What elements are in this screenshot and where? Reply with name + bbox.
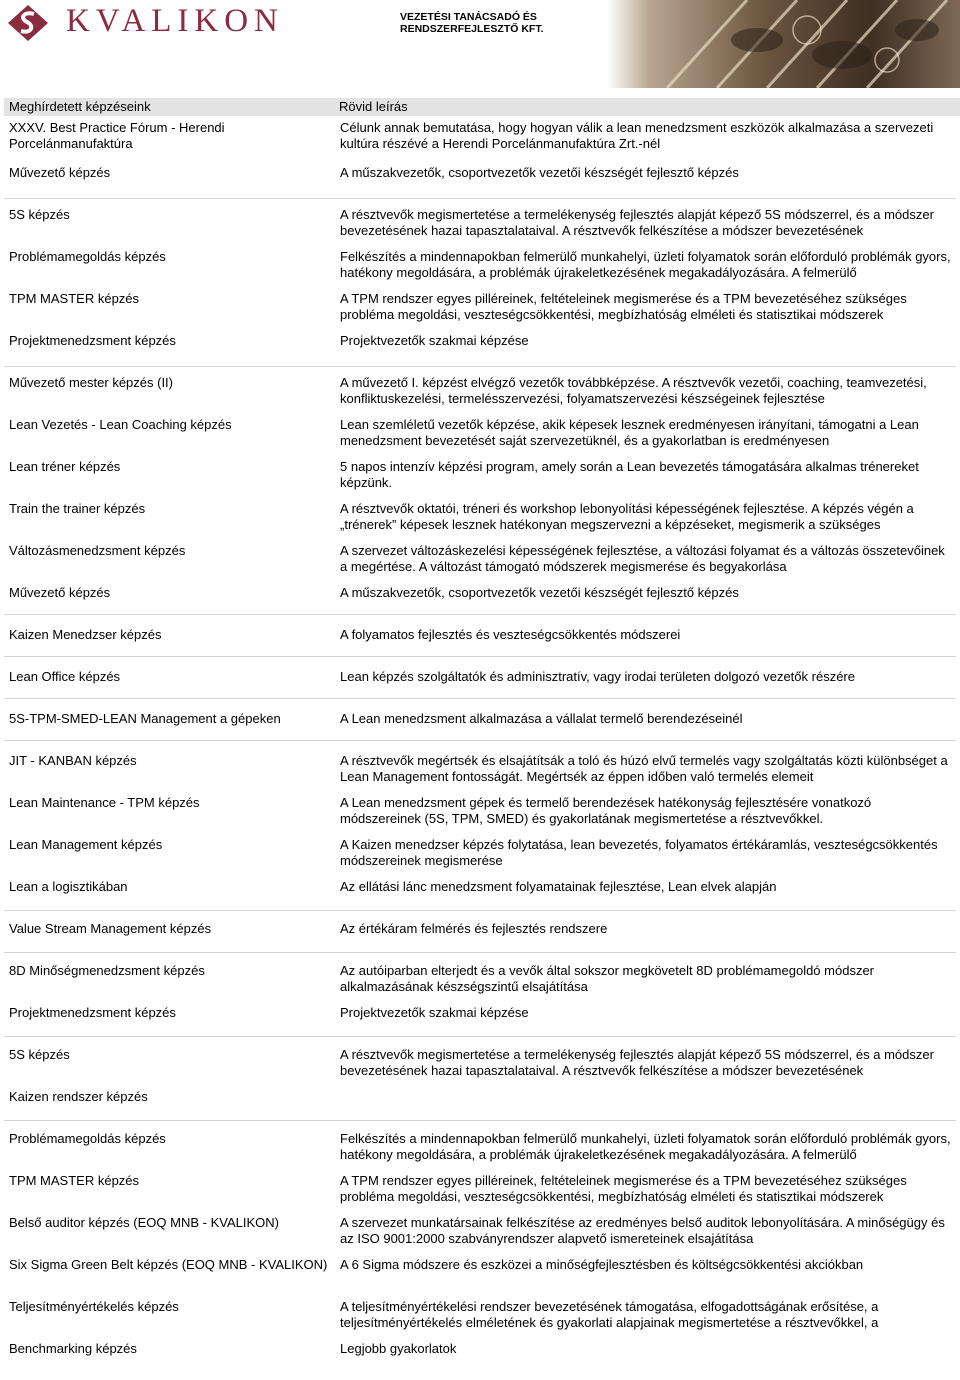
row-separator bbox=[4, 614, 956, 615]
training-description: A szervezet változáskezelési képességének fejlesztése, a változási folyamat és a változás összetevőinek a megértése. A változást támogató módszerek megismerése és begyakorlása bbox=[340, 543, 945, 574]
training-name: Problémamegoldás képzés bbox=[9, 1131, 166, 1146]
training-description: A Lean menedzsment gépek és termelő berendezések hatékonyság fejlesztésére vonatkozó módszereinek (5S, TPM, SMED) és gyakorlatának megismertetése a résztvevőkkel. bbox=[340, 795, 872, 826]
row-separator bbox=[4, 952, 956, 953]
training-description: 5 napos intenzív képzési program, amely során a Lean bevezetés támogatására alkalmas trénereket képzünk. bbox=[340, 459, 919, 490]
training-name: Benchmarking képzés bbox=[9, 1341, 137, 1356]
training-name: Lean a logisztikában bbox=[9, 879, 128, 894]
training-name: Változásmenedzsment képzés bbox=[9, 543, 186, 558]
training-description: A Lean menedzsment alkalmazása a vállalat termelő berendezéseinél bbox=[340, 711, 743, 726]
training-name: TPM MASTER képzés bbox=[9, 1173, 140, 1188]
training-description: Felkészítés a mindennapokban felmerülő munkahelyi, üzleti folyamatok során előforduló problémák gyors, hatékony megoldására, a problémák újrakeletkezésének megakadályozására. A felmerülő bbox=[340, 1131, 951, 1162]
row-separator bbox=[4, 1036, 956, 1037]
training-description: A résztvevők oktatói, tréneri és workshop lebonyolítási képességének fejlesztése. A képzés végén a „trénerek” képesek lesznek hatékonyan megszervezni a képzéseket, megismerik a szükséges bbox=[340, 501, 914, 532]
training-name: Teljesítményértékelés képzés bbox=[9, 1299, 179, 1314]
row-separator bbox=[4, 198, 956, 199]
training-description: A Kaizen menedzser képzés folytatása, lean bevezetés, folyamatos értékáramlás, veszteségcsökkentés módszereinek megismerése bbox=[340, 837, 938, 868]
training-description bbox=[340, 1089, 952, 1121]
company-name bbox=[400, 11, 544, 35]
training-name: Lean Management képzés bbox=[9, 837, 163, 852]
row-separator bbox=[4, 1120, 956, 1121]
training-name: Value Stream Management képzés bbox=[9, 921, 212, 936]
training-name: 5S képzés bbox=[9, 207, 70, 222]
training-name: JIT - KANBAN képzés bbox=[9, 753, 137, 768]
column-header-description: Rövid leírás bbox=[332, 98, 960, 116]
company-name-line1: VEZETÉSI TANÁCSADÓ ÉS bbox=[400, 11, 537, 23]
training-name: 5S képzés bbox=[9, 1047, 70, 1062]
training-name: Six Sigma Green Belt képzés (EOQ MNB - KVALIKON) bbox=[9, 1257, 328, 1272]
training-description: Legjobb gyakorlatok bbox=[340, 1341, 457, 1356]
training-name: Problémamegoldás képzés bbox=[9, 249, 166, 264]
training-name: 5S-TPM-SMED-LEAN Management a gépeken bbox=[9, 711, 281, 726]
training-name: XXXV. Best Practice Fórum - Herendi Porcelánmanufaktúra bbox=[9, 120, 225, 151]
training-description: A TPM rendszer egyes pilléreinek, feltételeinek megismerése és a TPM bevezetéséhez szükséges probléma megoldási, veszteségcsökkentési, megbízhatóság elméleti és statisztikai módszerek bbox=[340, 1173, 907, 1204]
training-description: A TPM rendszer egyes pilléreinek, feltételeinek megismerése és a TPM bevezetéséhez szükséges probléma megoldási, veszteségcsökkentési, megbízhatóság elméleti és statisztikai módszerek bbox=[340, 291, 907, 322]
training-description: A művezető I. képzést elvégző vezetők továbbképzése. A résztvevők vezetői, coaching, teamvezetési, konfliktuskezelési, termelésszervezési, folyamatszervezési készségeinek fejlesztése bbox=[340, 375, 927, 406]
training-description: Projektvezetők szakmai képzése bbox=[340, 333, 529, 348]
header-photo bbox=[607, 0, 960, 88]
training-name: Lean Maintenance - TPM képzés bbox=[9, 795, 200, 810]
training-name: Projektmenedzsment képzés bbox=[9, 333, 176, 348]
training-description: A résztvevők megértsék és elsajátítsák a toló és húzó elvű termelés vagy szolgáltatás közti különbséget a Lean Management fontosságát. Megértsék az éppen időben való termelés elemeit bbox=[340, 753, 948, 784]
training-description: Célunk annak bemutatása, hogy hogyan válik a lean menedzsment eszközök alkalmazása a szervezeti kultúra részévé a Herendi Porcelánmanufaktúra Zrt.-nél bbox=[340, 120, 934, 151]
page-header bbox=[0, 0, 960, 90]
kvalikon-logo-icon bbox=[6, 3, 50, 43]
training-description: A résztvevők megismertetése a termelékenység fejlesztés alapját képező 5S módszerrel, és a módszer bevezetésének hazai tapasztalataival. A résztvevők felkészítése a módszer bevezetésének bbox=[340, 1047, 934, 1078]
training-name: Kaizen rendszer képzés bbox=[9, 1089, 148, 1104]
training-description: A folyamatos fejlesztés és veszteségcsökkentés módszerei bbox=[340, 627, 681, 642]
training-name: Lean Office képzés bbox=[9, 669, 121, 684]
training-description: A résztvevők megismertetése a termelékenység fejlesztés alapját képező 5S módszerrel, és a módszer bevezetésének hazai tapasztalataival. A résztvevők felkészítése a módszer bevezetésének bbox=[340, 207, 934, 238]
training-name: Művezető mester képzés (II) bbox=[9, 375, 173, 390]
training-description: A műszakvezetők, csoportvezetők vezetői készségét fejlesztő képzés bbox=[340, 585, 739, 600]
training-name: TPM MASTER képzés bbox=[9, 291, 140, 306]
training-name: Train the trainer képzés bbox=[9, 501, 146, 516]
training-description: A szervezet munkatársainak felkészítése az eredményes belső auditok lebonyolítására. A minőségügy és az ISO 9001:2000 szabványrendszer alapvető ismereteinek elsajátítása bbox=[340, 1215, 945, 1246]
training-name: Belső auditor képzés (EOQ MNB - KVALIKON) bbox=[9, 1215, 279, 1230]
training-name: Projektmenedzsment képzés bbox=[9, 1005, 176, 1020]
row-separator bbox=[4, 740, 956, 741]
row-separator bbox=[4, 366, 956, 367]
row-separator bbox=[4, 698, 956, 699]
column-header-trainings: Meghírdetett képzéseink bbox=[4, 98, 333, 116]
training-description: Projektvezetők szakmai képzése bbox=[340, 1005, 529, 1020]
training-name: Művezető képzés bbox=[9, 165, 111, 180]
training-description: Lean képzés szolgáltatók és adminisztratív, vagy irodai területen dolgozó vezetők részére bbox=[340, 669, 855, 684]
training-description: A műszakvezetők, csoportvezetők vezetői készségét fejlesztő képzés bbox=[340, 165, 739, 180]
training-description: Az értékáram felmérés és fejlesztés rendszere bbox=[340, 921, 608, 936]
training-name: 8D Minőségmenedzsment képzés bbox=[9, 963, 205, 978]
training-name: Lean tréner képzés bbox=[9, 459, 121, 474]
training-description: A 6 Sigma módszere és eszközei a minőségfejlesztésben és költségcsökkentési akciókban bbox=[340, 1257, 864, 1272]
training-name: Kaizen Menedzser képzés bbox=[9, 627, 162, 642]
training-description: Az autóiparban elterjedt és a vevők által sokszor megkövetelt 8D problémamegoldó módszer alkalmazásának készségszintű elsajátítása bbox=[340, 963, 874, 994]
logo-wordmark: KVALIKON bbox=[66, 3, 284, 39]
training-name: Lean Vezetés - Lean Coaching képzés bbox=[9, 417, 232, 432]
training-description: Lean szemléletű vezetők képzése, akik képesek lesznek eredményesen irányítani, támogatni a Lean menedzsment bevezetését saját szervezetüknél, és a gyakorlatban is eredményesen bbox=[340, 417, 919, 448]
training-description: A teljesítményértékelési rendszer bevezetésének támogatása, elfogadottságának erősítése, a teljesítményértékelés elméletének és gyakorlati alapjainak megismertetése a résztvevőkkel, a bbox=[340, 1299, 879, 1330]
row-separator bbox=[4, 656, 956, 657]
training-description: Az ellátási lánc menedzsment folyamatainak fejlesztése, Lean elvek alapján bbox=[340, 879, 777, 894]
row-separator bbox=[4, 910, 956, 911]
training-description: Felkészítés a mindennapokban felmerülő munkahelyi, üzleti folyamatok során előforduló problémák gyors, hatékony megoldására, a problémák újrakeletkezésének megakadályozására. A felmerülő bbox=[340, 249, 951, 280]
company-name-line2: RENDSZERFEJLESZTŐ KFT. bbox=[400, 23, 544, 35]
training-name: Művezető képzés bbox=[9, 585, 111, 600]
